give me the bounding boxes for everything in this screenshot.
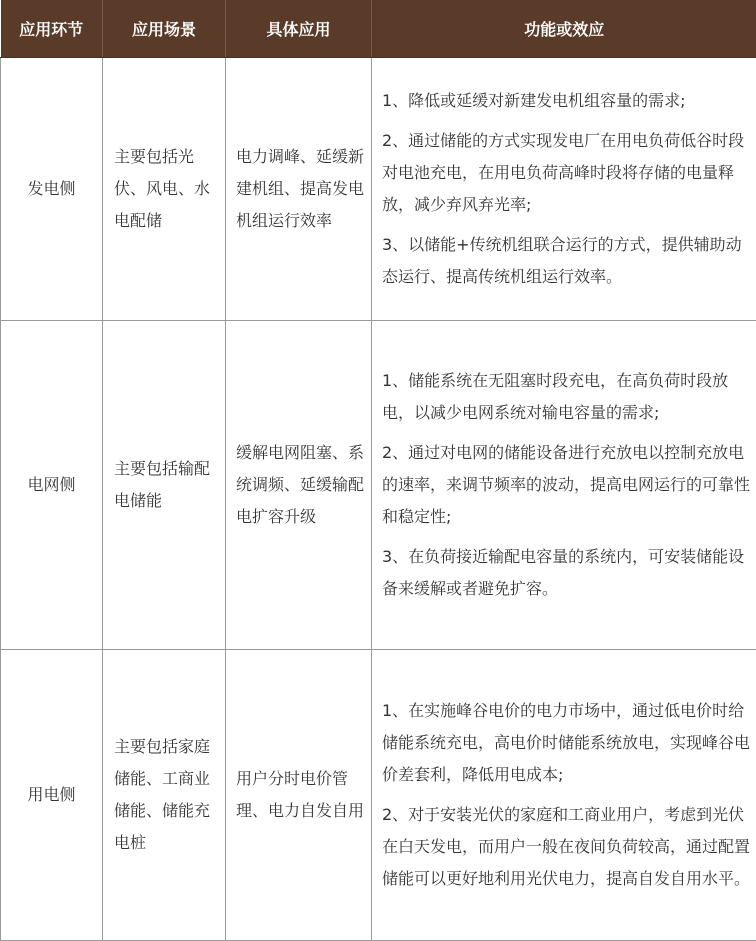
function-item: 3、以储能+传统机组联合运行的方式，提供辅助动态运行、提高传统机组运行效率。 (382, 229, 754, 293)
application-cell: 电力调峰、延缓新建机组、提高发电机组运行效率 (226, 58, 372, 321)
function-cell (372, 650, 756, 941)
scene-cell: 主要包括输配电储能 (103, 321, 226, 650)
stage-cell: 电网侧 (1, 321, 103, 650)
function-item: 1、降低或延缓对新建发电机组容量的需求; (382, 85, 754, 117)
function-item: 2、对于安装光伏的家庭和工商业用户，考虑到光伏在白天发电，而用户一般在夜间负荷较高，通过配置储能可以更好地利用光伏电力，提高自发自用水平。 (382, 799, 754, 895)
header-row (1, 0, 756, 58)
scene-cell: 主要包括家庭储能、工商业储能、储能充电桩 (103, 650, 226, 941)
table-row (1, 321, 756, 650)
scene-cell: 主要包括光伏、风电、水电配储 (103, 58, 226, 321)
header-scene: 应用场景 (103, 0, 226, 58)
stage-cell: 用电侧 (1, 650, 103, 941)
table-row (1, 650, 756, 941)
stage-cell: 发电侧 (1, 58, 103, 321)
function-item: 1、储能系统在无阻塞时段充电，在高负荷时段放电，以减少电网系统对输电容量的需求; (382, 365, 754, 429)
function-item: 3、在负荷接近输配电容量的系统内，可安装储能设备来缓解或者避免扩容。 (382, 541, 754, 605)
function-cell (372, 58, 756, 321)
function-item: 2、通过储能的方式实现发电厂在用电负荷低谷时段对电池充电，在用电负荷高峰时段将存储的电量释放，减少弃风弃光率; (382, 125, 754, 221)
function-cell (372, 321, 756, 650)
function-item: 1、在实施峰谷电价的电力市场中，通过低电价时给储能系统充电，高电价时储能系统放电，实现峰谷电价差套利，降低用电成本; (382, 695, 754, 791)
table-row (1, 58, 756, 321)
application-cell: 用户分时电价管理、电力自发自用 (226, 650, 372, 941)
function-item: 2、通过对电网的储能设备进行充放电以控制充放电的速率，来调节频率的波动，提高电网运行的可靠性和稳定性; (382, 437, 754, 533)
header-function: 功能或效应 (372, 0, 756, 58)
header-application: 具体应用 (226, 0, 372, 58)
header-stage: 应用环节 (1, 0, 103, 58)
application-cell: 缓解电网阻塞、系统调频、延缓输配电扩容升级 (226, 321, 372, 650)
